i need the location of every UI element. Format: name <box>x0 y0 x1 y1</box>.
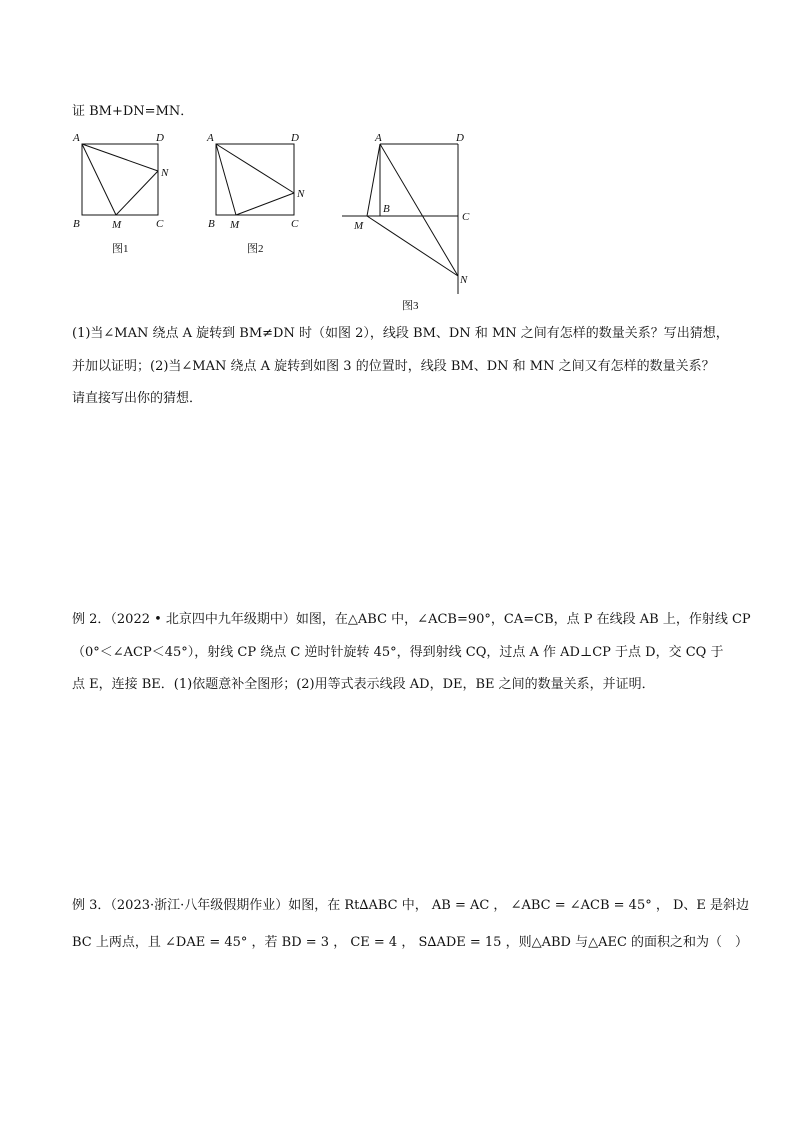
example2-line3: 点 E，连接 BE．(1)依题意补全图形；(2)用等式表示线段 AD，DE，BE 之间的数量关系，并证明． <box>72 677 655 692</box>
label-n: N <box>460 274 468 286</box>
example3-line2: BC 上两点，且 ∠DAE = 45° ，若 BD = 3 ， CE = 4 ， S∆ADE = 15 ，则△ABD 与△AEC 的面积之和为（ ） <box>72 935 749 950</box>
label-a: A <box>73 132 80 144</box>
example2-line2: （0°＜∠ACP＜45°），射线 CP 绕点 C 逆时针旋转 45°，得到射线 CQ，过点 A 作 AD⊥CP 于点 D，交 CQ 于 <box>72 645 724 660</box>
example3-line1: 例 3．（2023·浙江·八年级假期作业）如图，在 Rt∆ABC 中， AB = AC ， ∠ABC = ∠ACB = 45° ， D、E 是斜边 <box>72 898 750 913</box>
square <box>216 144 294 215</box>
segment-mn <box>236 193 294 215</box>
figure-1-caption: 图1 <box>112 243 129 255</box>
problem1-line1: (1)当∠MAN 绕点 A 旋转到 BM≠DN 时（如图 2），线段 BM、DN 和 MN 之间有怎样的数量关系？写出猜想， <box>72 326 729 341</box>
segment-mn <box>367 216 458 276</box>
label-d: D <box>291 132 299 144</box>
label-c: C <box>462 211 470 223</box>
problem1-line2: 并加以证明；(2)当∠MAN 绕点 A 旋转到如图 3 的位置时，线段 BM、DN 和 MN 之间又有怎样的数量关系？ <box>72 359 715 374</box>
label-b: B <box>73 218 80 230</box>
figure-2 <box>204 128 314 258</box>
label-b: B <box>383 203 390 215</box>
figure-2-caption: 图2 <box>247 243 264 255</box>
intro-line: 证 BM+DN=MN． <box>72 104 194 119</box>
label-c: C <box>156 218 164 230</box>
example2-line1: 例 2．（2022 • 北京四中九年级期中）如图，在△ABC 中，∠ACB=90°，CA=CB，点 P 在线段 AB 上，作射线 CP <box>72 612 751 627</box>
label-a: A <box>207 132 214 144</box>
label-d: D <box>156 132 164 144</box>
segment-am <box>367 144 380 216</box>
label-d: D <box>456 132 464 144</box>
label-b: B <box>208 218 215 230</box>
label-a: A <box>375 132 382 144</box>
square <box>82 144 158 215</box>
label-m: M <box>230 219 240 231</box>
label-n: N <box>161 167 169 179</box>
label-c: C <box>291 218 299 230</box>
segment-mn <box>116 171 158 215</box>
label-m: M <box>112 219 122 231</box>
label-n: N <box>297 188 305 200</box>
segment-an <box>380 144 458 276</box>
figure-1 <box>70 128 180 258</box>
label-m: M <box>354 220 364 232</box>
problem1-line3: 请直接写出你的猜想． <box>72 391 203 406</box>
figure-3-caption: 图3 <box>402 300 419 312</box>
figure-3 <box>340 128 490 318</box>
